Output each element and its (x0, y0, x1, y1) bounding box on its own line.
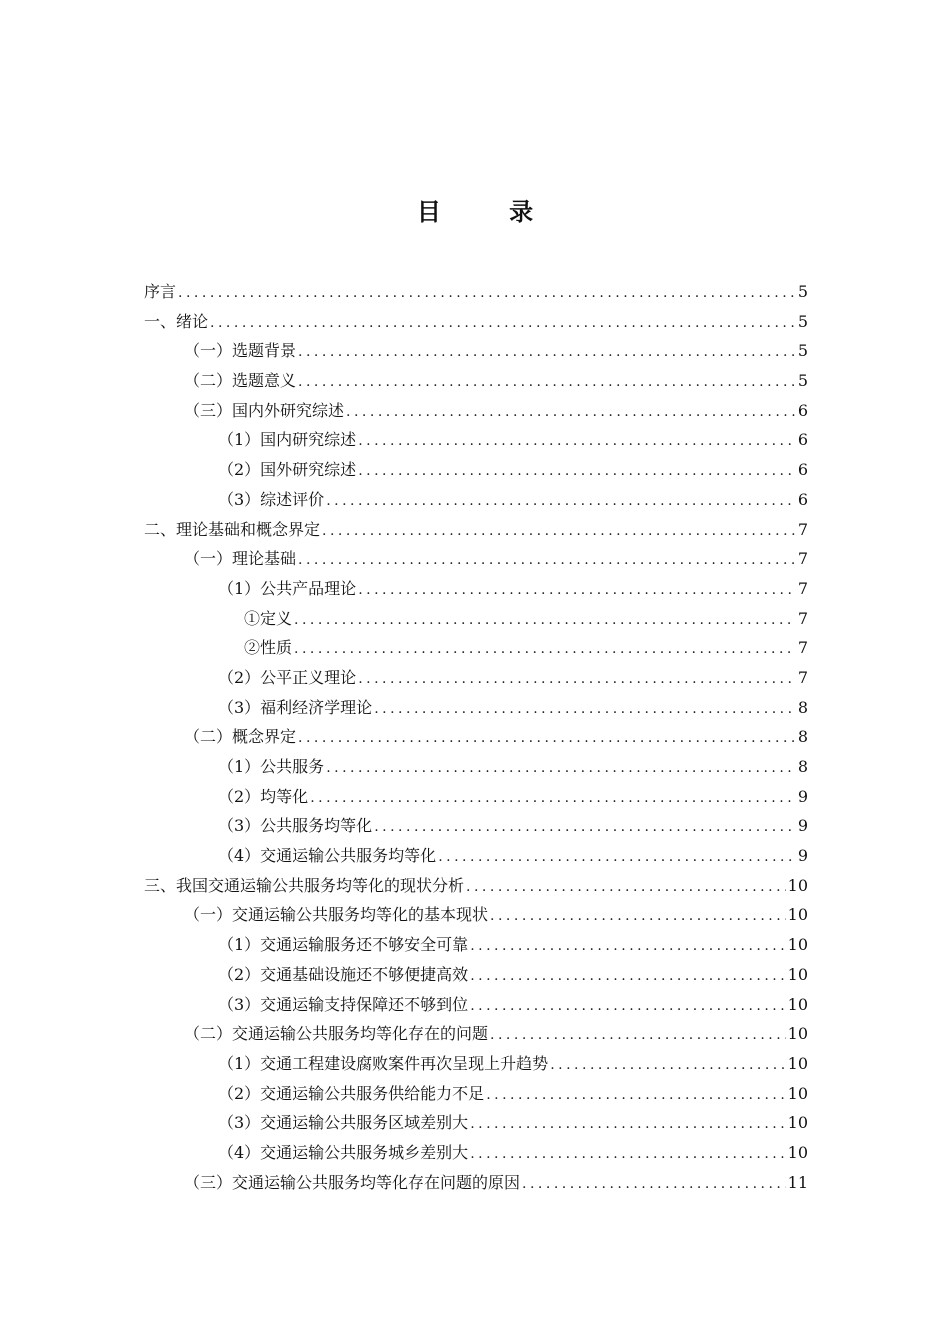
toc-entry-label: （1）交通运输服务还不够安全可靠 (218, 935, 469, 955)
toc-dot-leader (298, 546, 796, 576)
toc-entry-label: （二）交通运输公共服务均等化存在的问题 (184, 1024, 489, 1044)
toc-entry-label: （三）交通运输公共服务均等化存在问题的原因 (184, 1172, 521, 1192)
toc-entry[interactable] (144, 871, 808, 901)
toc-entry-page-number: 8 (797, 757, 808, 776)
toc-entry[interactable] (144, 930, 808, 960)
toc-entry-label: 三、我国交通运输公共服务均等化的现状分析 (144, 875, 465, 895)
toc-entry-label: （2）国外研究综述 (218, 460, 357, 480)
toc-entry-page-number: 5 (797, 311, 808, 331)
toc-entry[interactable] (144, 633, 808, 663)
toc-entry-page-number: 5 (797, 341, 808, 361)
toc-entry-label: （一）理论基础 (184, 549, 297, 569)
toc-entry-label: （4）交通运输公共服务均等化 (218, 846, 437, 866)
toc-entry[interactable] (144, 841, 808, 871)
toc-entry[interactable] (144, 1108, 808, 1138)
toc-dot-leader (358, 427, 796, 457)
toc-dot-leader (490, 1021, 786, 1051)
toc-entry-page-number: 10 (787, 994, 808, 1014)
toc-entry-label: ①定义 (244, 608, 293, 628)
toc-entry[interactable] (144, 277, 808, 307)
toc-entry-label: （4）交通运输公共服务城乡差别大 (218, 1142, 469, 1162)
toc-dot-leader (470, 932, 785, 962)
toc-entry[interactable] (144, 960, 808, 990)
toc-entry[interactable] (144, 1079, 808, 1109)
toc-dot-leader (310, 784, 796, 814)
toc-entry-label: （一）交通运输公共服务均等化的基本现状 (184, 905, 489, 925)
toc-entry-page-number: 6 (797, 489, 808, 509)
toc-entry[interactable] (144, 307, 808, 337)
toc-entry[interactable] (144, 752, 808, 782)
toc-dot-leader (210, 309, 796, 339)
toc-dot-leader (346, 398, 796, 428)
toc-dot-leader (550, 1051, 785, 1081)
toc-entry[interactable] (144, 1019, 808, 1049)
toc-entry-page-number: 11 (787, 1172, 808, 1192)
toc-dot-leader (490, 902, 786, 932)
toc-entry-page-number: 7 (797, 519, 808, 539)
toc-dot-leader (470, 1110, 785, 1140)
toc-entry-label: （1）交通工程建设腐败案件再次呈现上升趋势 (218, 1053, 549, 1073)
toc-dot-leader (298, 724, 796, 754)
toc-entry[interactable] (144, 574, 808, 604)
toc-entry[interactable] (144, 782, 808, 812)
toc-dot-leader (294, 635, 796, 665)
toc-dot-leader (294, 606, 796, 636)
toc-dot-leader (358, 457, 796, 487)
toc-entry-label: （3）交通运输支持保障还不够到位 (218, 994, 469, 1014)
toc-entry-page-number: 7 (797, 638, 808, 658)
toc-entry-page-number: 10 (787, 964, 808, 984)
toc-entry-label: （3）交通运输公共服务区域差别大 (218, 1113, 469, 1133)
toc-entry[interactable] (144, 722, 808, 752)
toc-entry-label: （1）公共产品理论 (218, 578, 357, 598)
toc-entry[interactable] (144, 485, 808, 515)
toc-entry-page-number: 6 (797, 430, 808, 450)
toc-dot-leader (298, 368, 796, 398)
toc-entry-label: （一）选题背景 (184, 341, 297, 361)
toc-entry[interactable] (144, 1138, 808, 1168)
toc-entry-label: （二）概念界定 (184, 727, 297, 747)
toc-entry-page-number: 6 (797, 400, 808, 420)
toc-dot-leader (466, 873, 786, 903)
toc-entry-page-number: 5 (797, 371, 808, 391)
toc-entry-page-number: 10 (787, 935, 808, 955)
toc-entry-label: 二、理论基础和概念界定 (144, 519, 321, 539)
toc-dot-leader (470, 1140, 785, 1170)
toc-dot-leader (470, 962, 785, 992)
toc-dot-leader (438, 843, 796, 873)
toc-dot-leader (374, 695, 796, 725)
toc-entry[interactable] (144, 396, 808, 426)
toc-entry-page-number: 10 (787, 875, 808, 895)
toc-entry-label: （2）交通基础设施还不够便捷高效 (218, 964, 469, 984)
toc-entry-page-number: 8 (797, 727, 808, 747)
toc-entry-page-number: 7 (797, 578, 808, 598)
toc-entry-page-number: 5 (797, 282, 808, 301)
toc-entry-page-number: 7 (797, 667, 808, 687)
toc-entry-label: （3）福利经济学理论 (218, 697, 373, 717)
toc-entry[interactable] (144, 990, 808, 1020)
toc-entry-label: （2）均等化 (218, 786, 309, 806)
table-of-contents (144, 277, 808, 1197)
toc-entry[interactable] (144, 693, 808, 723)
toc-entry-label: （三）国内外研究综述 (184, 400, 345, 420)
toc-entry[interactable] (144, 455, 808, 485)
toc-entry[interactable] (144, 663, 808, 693)
toc-entry[interactable] (144, 1049, 808, 1079)
toc-entry-label: 一、绪论 (144, 311, 209, 331)
toc-entry-page-number: 10 (787, 1142, 808, 1162)
toc-entry-label: （1）国内研究综述 (218, 430, 357, 450)
toc-entry[interactable] (144, 544, 808, 574)
toc-entry-page-number: 6 (797, 460, 808, 480)
toc-dot-leader (358, 576, 796, 606)
toc-entry-page-number: 9 (797, 816, 808, 836)
toc-entry-page-number: 10 (787, 1113, 808, 1133)
toc-entry-page-number: 9 (797, 786, 808, 806)
toc-dot-leader (374, 813, 796, 843)
toc-entry-label: ②性质 (244, 638, 293, 658)
toc-entry-page-number: 10 (787, 1083, 808, 1103)
toc-entry[interactable] (144, 515, 808, 545)
toc-dot-leader (178, 279, 796, 309)
toc-dot-leader (326, 754, 796, 784)
toc-dot-leader (522, 1170, 786, 1200)
toc-entry-page-number: 10 (787, 1053, 808, 1073)
toc-entry-label: （1）公共服务 (218, 757, 325, 776)
toc-entry[interactable] (144, 900, 808, 930)
toc-entry-page-number: 9 (797, 846, 808, 866)
toc-dot-leader (298, 338, 796, 368)
toc-entry[interactable] (144, 366, 808, 396)
toc-entry-label: （2）公平正义理论 (218, 667, 357, 687)
toc-entry[interactable] (144, 811, 808, 841)
toc-entry-label: （二）选题意义 (184, 371, 297, 391)
toc-entry[interactable] (144, 1168, 808, 1198)
toc-dot-leader (486, 1081, 785, 1111)
toc-dot-leader (326, 487, 796, 517)
toc-dot-leader (358, 665, 796, 695)
toc-entry-label: （2）交通运输公共服务供给能力不足 (218, 1083, 485, 1103)
toc-dot-leader (322, 517, 796, 547)
page-title: 目 录 (416, 197, 564, 226)
toc-entry-page-number: 7 (797, 608, 808, 628)
toc-entry-page-number: 10 (787, 1024, 808, 1044)
toc-entry[interactable] (144, 604, 808, 634)
toc-entry-label: （3）综述评价 (218, 489, 325, 509)
toc-entry-page-number: 8 (797, 697, 808, 717)
toc-entry-page-number: 10 (787, 905, 808, 925)
toc-entry[interactable] (144, 425, 808, 455)
toc-dot-leader (470, 992, 785, 1022)
toc-entry-page-number: 7 (797, 549, 808, 569)
toc-entry[interactable] (144, 336, 808, 366)
toc-entry-label: 序言 (144, 282, 177, 301)
toc-entry-label: （3）公共服务均等化 (218, 816, 373, 836)
